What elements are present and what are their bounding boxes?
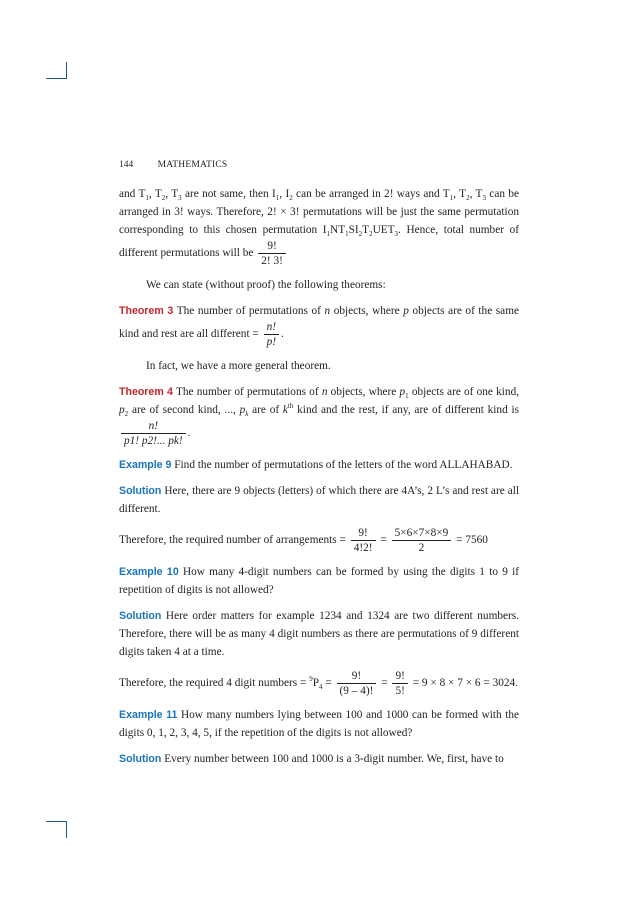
- crop-mark-top-horizontal: [46, 78, 66, 79]
- example-9: Example 9 Find the number of permutations of the letters of the word ALLAHABAD.: [119, 459, 513, 471]
- solution-9-calculation: Therefore, the required number of arrangements = $\frac{9!}{4!2!}$ = $\frac{5\times 6\times 7\times 8\times 9}{2}$ = 7560: [119, 527, 488, 554]
- crop-mark-bottom-horizontal: [46, 821, 66, 822]
- theorem-3: Theorem 3 The number of permutations of n objects, where p objects are of the same kind and rest are all different = $\frac{n!}{p!}$ .: [119, 305, 520, 348]
- example-10-label: Example 10: [119, 566, 179, 578]
- crop-mark-top-vertical: [66, 62, 67, 79]
- theorem-3-label: Theorem 3: [119, 305, 174, 317]
- fraction-total-permutations: $\frac{9!}{2! 3!}$: [258, 239, 286, 268]
- fraction-9-over-4-2: $\frac{9!}{4!2!}$: [351, 526, 376, 555]
- theorem-4: Theorem 4 The number of permutations of n objects, where $p_1$ objects are of one kind, $p_2$ are of second kind, ..., $p_k$ are of $k^{th}$ kind and the rest, if any, are of different kind is $\frac{n!}{p1! p2!... pk!}$ .: [119, 386, 520, 447]
- solution-10-label: Solution: [119, 610, 162, 622]
- fraction-product: $\frac{5\times 6\times 7\times 8\times 9}{2}$: [392, 526, 452, 555]
- theorem-4-label: Theorem 4: [119, 386, 173, 398]
- example-9-label: Example 9: [119, 459, 172, 471]
- paragraph-theorem-intro: We can state (without proof) the following theorems:: [146, 279, 386, 291]
- fraction-9-over-9-minus-4: $\frac{9!}{(9 - 4)!}$: [337, 669, 377, 698]
- crop-mark-bottom-vertical: [66, 821, 67, 838]
- running-title: MATHEMATICS: [157, 160, 228, 170]
- solution-11: Solution Every number between 100 and 1000 is a 3-digit number. We, first, have to: [119, 753, 504, 765]
- example-10: Example 10 How many 4-digit numbers can be formed by using the digits 1 to 9 if repetition of digits is not allowed?: [119, 566, 520, 596]
- example-11: Example 11 How many numbers lying between 100 and 1000 can be formed with the digits 0, 1, 2, 3, 4, 5, if the repetition of the digits is not allowed?: [119, 709, 519, 739]
- solution-9: Solution Here, there are 9 objects (letters) of which there are 4A’s, 2 L’s and rest are all different.: [119, 485, 519, 515]
- solution-10: Solution Here order matters for example 1234 and 1324 are two different numbers. Therefore, there will be as many 4 digit numbers as there are permutations of 9 different digits taken 4 at a time.: [119, 610, 519, 658]
- fraction-9-over-5: $\frac{9!}{5!}$: [392, 669, 407, 698]
- paragraph-permutation-continuation: and $T_1$, $T_2$, $T_3$ are not same, then $I_1$, $I_2$ can be arranged in 2! ways and $T_1$, $T_2$, $T_3$ can be arranged in 3! ways. Therefore, 2! × 3! permutations will be just the same permutation corresponding to this chosen permutation $I_1NT_1SI_2T_2UET_3$. Hence, total number of different permutations will be $\frac{9!}{2! 3!}$: [119, 188, 519, 267]
- fraction-multinomial: $\frac{n!}{p1! p2!... pk!}$: [121, 419, 186, 448]
- example-11-label: Example 11: [119, 709, 178, 721]
- paragraph-general-theorem: In fact, we have a more general theorem.: [146, 360, 331, 372]
- page-content: [119, 185, 519, 776]
- page-number: 144: [119, 160, 134, 170]
- solution-11-label: Solution: [119, 753, 162, 765]
- solution-9-label: Solution: [119, 485, 162, 497]
- fraction-n-over-p: $\frac{n!}{p!}$: [264, 320, 279, 349]
- page-header: [119, 160, 227, 170]
- solution-10-calculation: Therefore, the required 4 digit numbers = $^9P_4$ = $\frac{9!}{(9 - 4)!}$ = $\frac{9!}{5!}$ = 9 × 8 × 7 × 6 = 3024.: [119, 670, 518, 697]
